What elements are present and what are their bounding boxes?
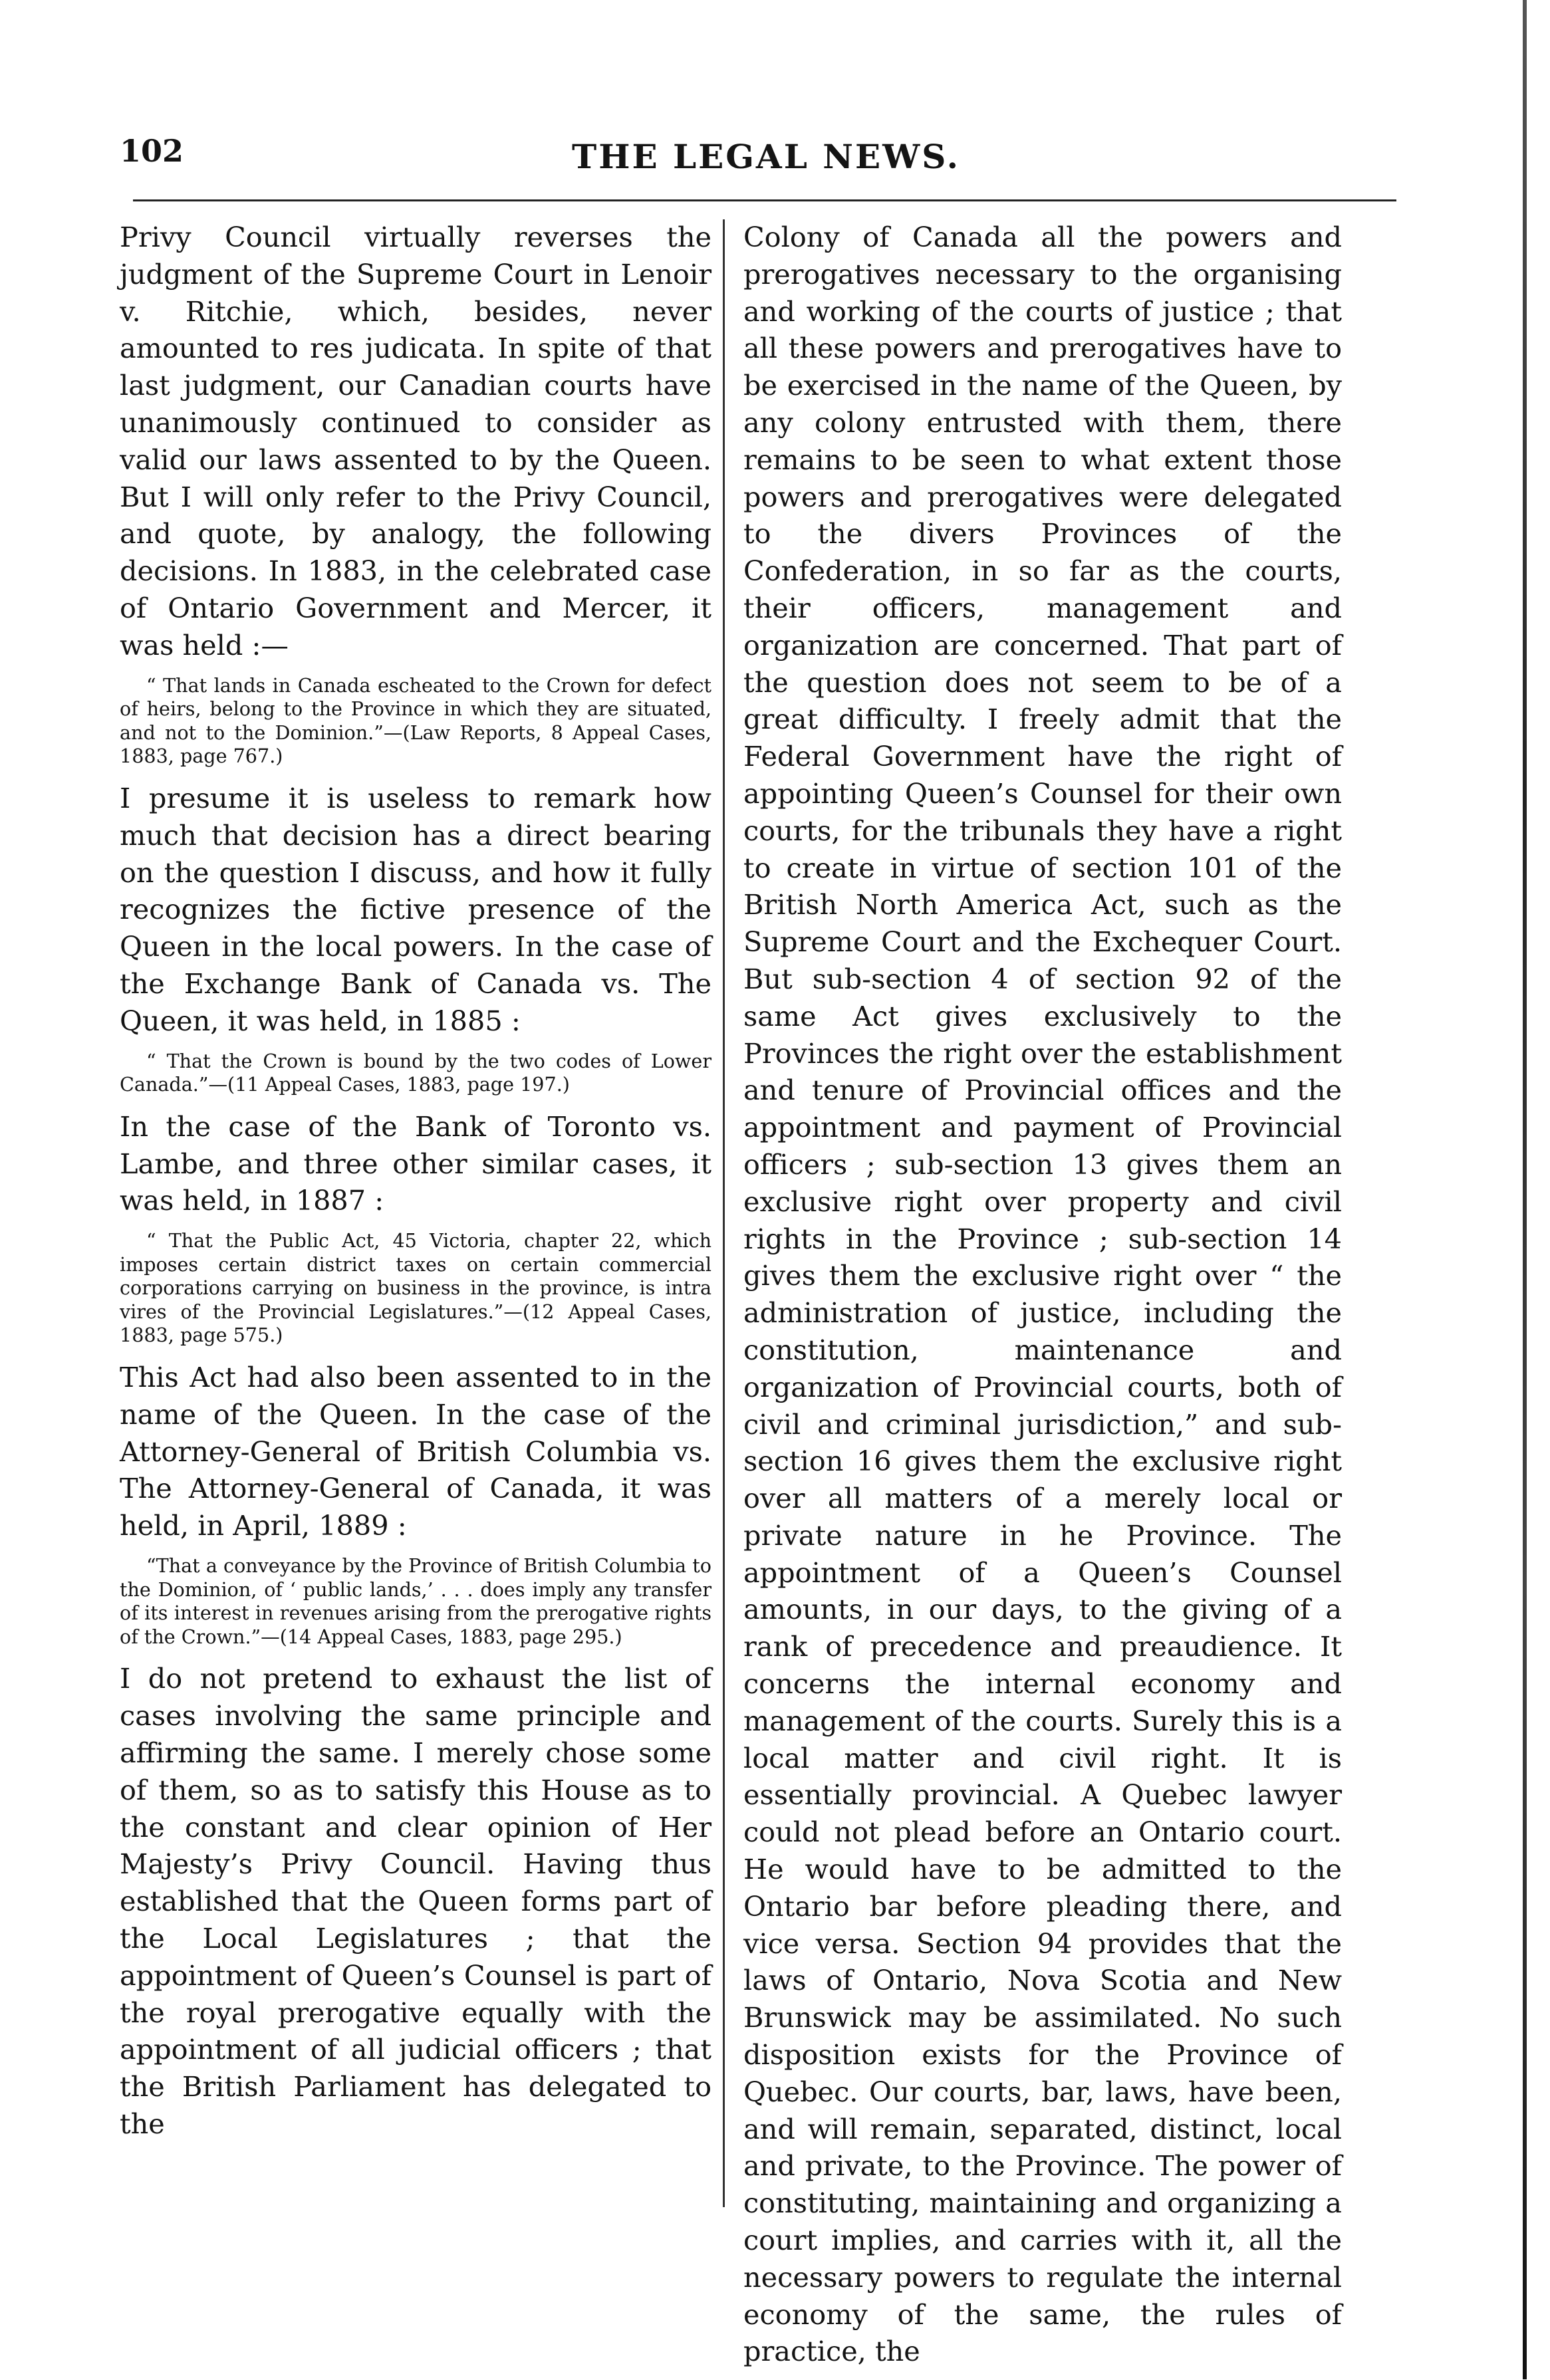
running-title: THE LEGAL NEWS. [572, 137, 960, 176]
paragraph: This Act had also been assented to in the name of the Queen. In the case of the Attorney-General of British Columbia vs. The Attorney-General of Canada, it was held, in April, 1889 : [120, 1362, 711, 1542]
page-edge-shadow [1523, 0, 1527, 2379]
paragraph: I presume it is useless to remark how much that decision has a direct bearing on the question I discuss, and how it fully recognizes the fictive presence of the Queen in the local powers. In the case of the Exchange Bank of Canada vs. The Queen, it was held, in 1885 : [120, 782, 711, 1037]
right-column [743, 219, 1342, 2380]
page-header [120, 120, 1403, 193]
left-column [120, 219, 711, 2153]
block-quote: “ That lands in Canada escheated to the Crown for defect of heirs, belong to the Province in which they are situated, and not to the Dominion.”—(Law Reports, 8 Appeal Cases, 1883, page 767.) [120, 673, 711, 768]
paragraph: Privy Council virtually reverses the judgment of the Supreme Court in Lenoir v. Ritchie, which, besides, never amounted to res judicata. In spite of that last judgment, our Canadian courts have unanimously continued to consider as valid our laws assented to by the Queen. But I will only refer to the Privy Council, and quote, by analogy, the following decisions. In 1883, in the celebrated case of Ontario Government and Mercer, it was held :— [120, 221, 711, 661]
block-quote: “That a conveyance by the Province of British Columbia to the Dominion, of ‘ public lands,’ . . . does imply any transfer of its interest in revenues arising from the prerogative rights of the Crown.”—(14 Appeal Cases, 1883, page 295.) [120, 1554, 711, 1648]
column-divider [723, 219, 725, 2207]
paragraph: Colony of Canada all the powers and prerogatives necessary to the organising and working of the courts of justice ; that all these powers and prerogatives have to be exercised in the name of the Queen, by any colony entrusted with them, there remains to be seen to what extent those powers and prerogatives were delegated to the divers Provinces of the Confederation, in so far as the courts, their officers, management and organization are concerned. That part of the question does not seem to be of a great difficulty. I freely admit that the Federal Government have the right of appointing Queen’s Counsel for their own courts, for the tribunals they have a right to create in virtue of section 101 of the British North America Act, such as the Supreme Court and the Exchequer Court. But sub-section 4 of section 92 of the same Act gives exclusively to the Provinces the right over the establishment and tenure of Provincial offices and the appointment and payment of Provincial officers ; sub-section 13 gives them an exclusive right over property and civil rights in the Province ; sub-section 14 gives them the exclusive right over “ the administration of justice, including the constitution, maintenance and organization of Provincial courts, both of civil and criminal jurisdiction,” and sub-section 16 gives them the exclusive right over all matters of a merely local or private nature in he Province. The appointment of a Queen’s Counsel amounts, in our days, to the giving of a rank of precedence and preaudience. It concerns the internal economy and management of the courts. Surely this is a local matter and civil right. It is essentially provincial. A Quebec lawyer could not plead before an Ontario court. He would have to be admitted to the Ontario bar before pleading there, and vice versa. Section 94 provides that the laws of Ontario, Nova Scotia and New Brunswick may be assimilated. No such disposition exists for the Province of Quebec. Our courts, bar, laws, have been, and will remain, separated, distinct, local and private, to the Province. The power of constituting, maintaining and organizing a court implies, and carries with it, all the necessary powers to regulate the internal economy of the same, the rules of practice, the [743, 221, 1342, 2368]
page-number: 102 [120, 133, 184, 169]
paragraph: I do not pretend to exhaust the list of cases involving the same principle and affirming the same. I merely chose some of them, so as to satisfy this House as to the constant and clear opinion of Her Majesty’s Privy Council. Having thus established that the Queen forms part of the Local Legislatures ; that the appointment of Queen’s Counsel is part of the royal prerogative equally with the appointment of all judicial officers ; that the British Parliament has delegated to the [120, 1663, 711, 2140]
block-quote: “ That the Public Act, 45 Victoria, chapter 22, which imposes certain district taxes on certain commercial corporations carrying on business in the province, is intra vires of the Provincial Legislatures.”—(12 Appeal Cases, 1883, page 575.) [120, 1229, 711, 1347]
header-rule [133, 199, 1396, 201]
block-quote: “ That the Crown is bound by the two codes of Lower Canada.”—(11 Appeal Cases, 1883, page 197.) [120, 1049, 711, 1096]
paragraph: In the case of the Bank of Toronto vs. Lambe, and three other similar cases, it was held, in 1887 : [120, 1110, 711, 1217]
